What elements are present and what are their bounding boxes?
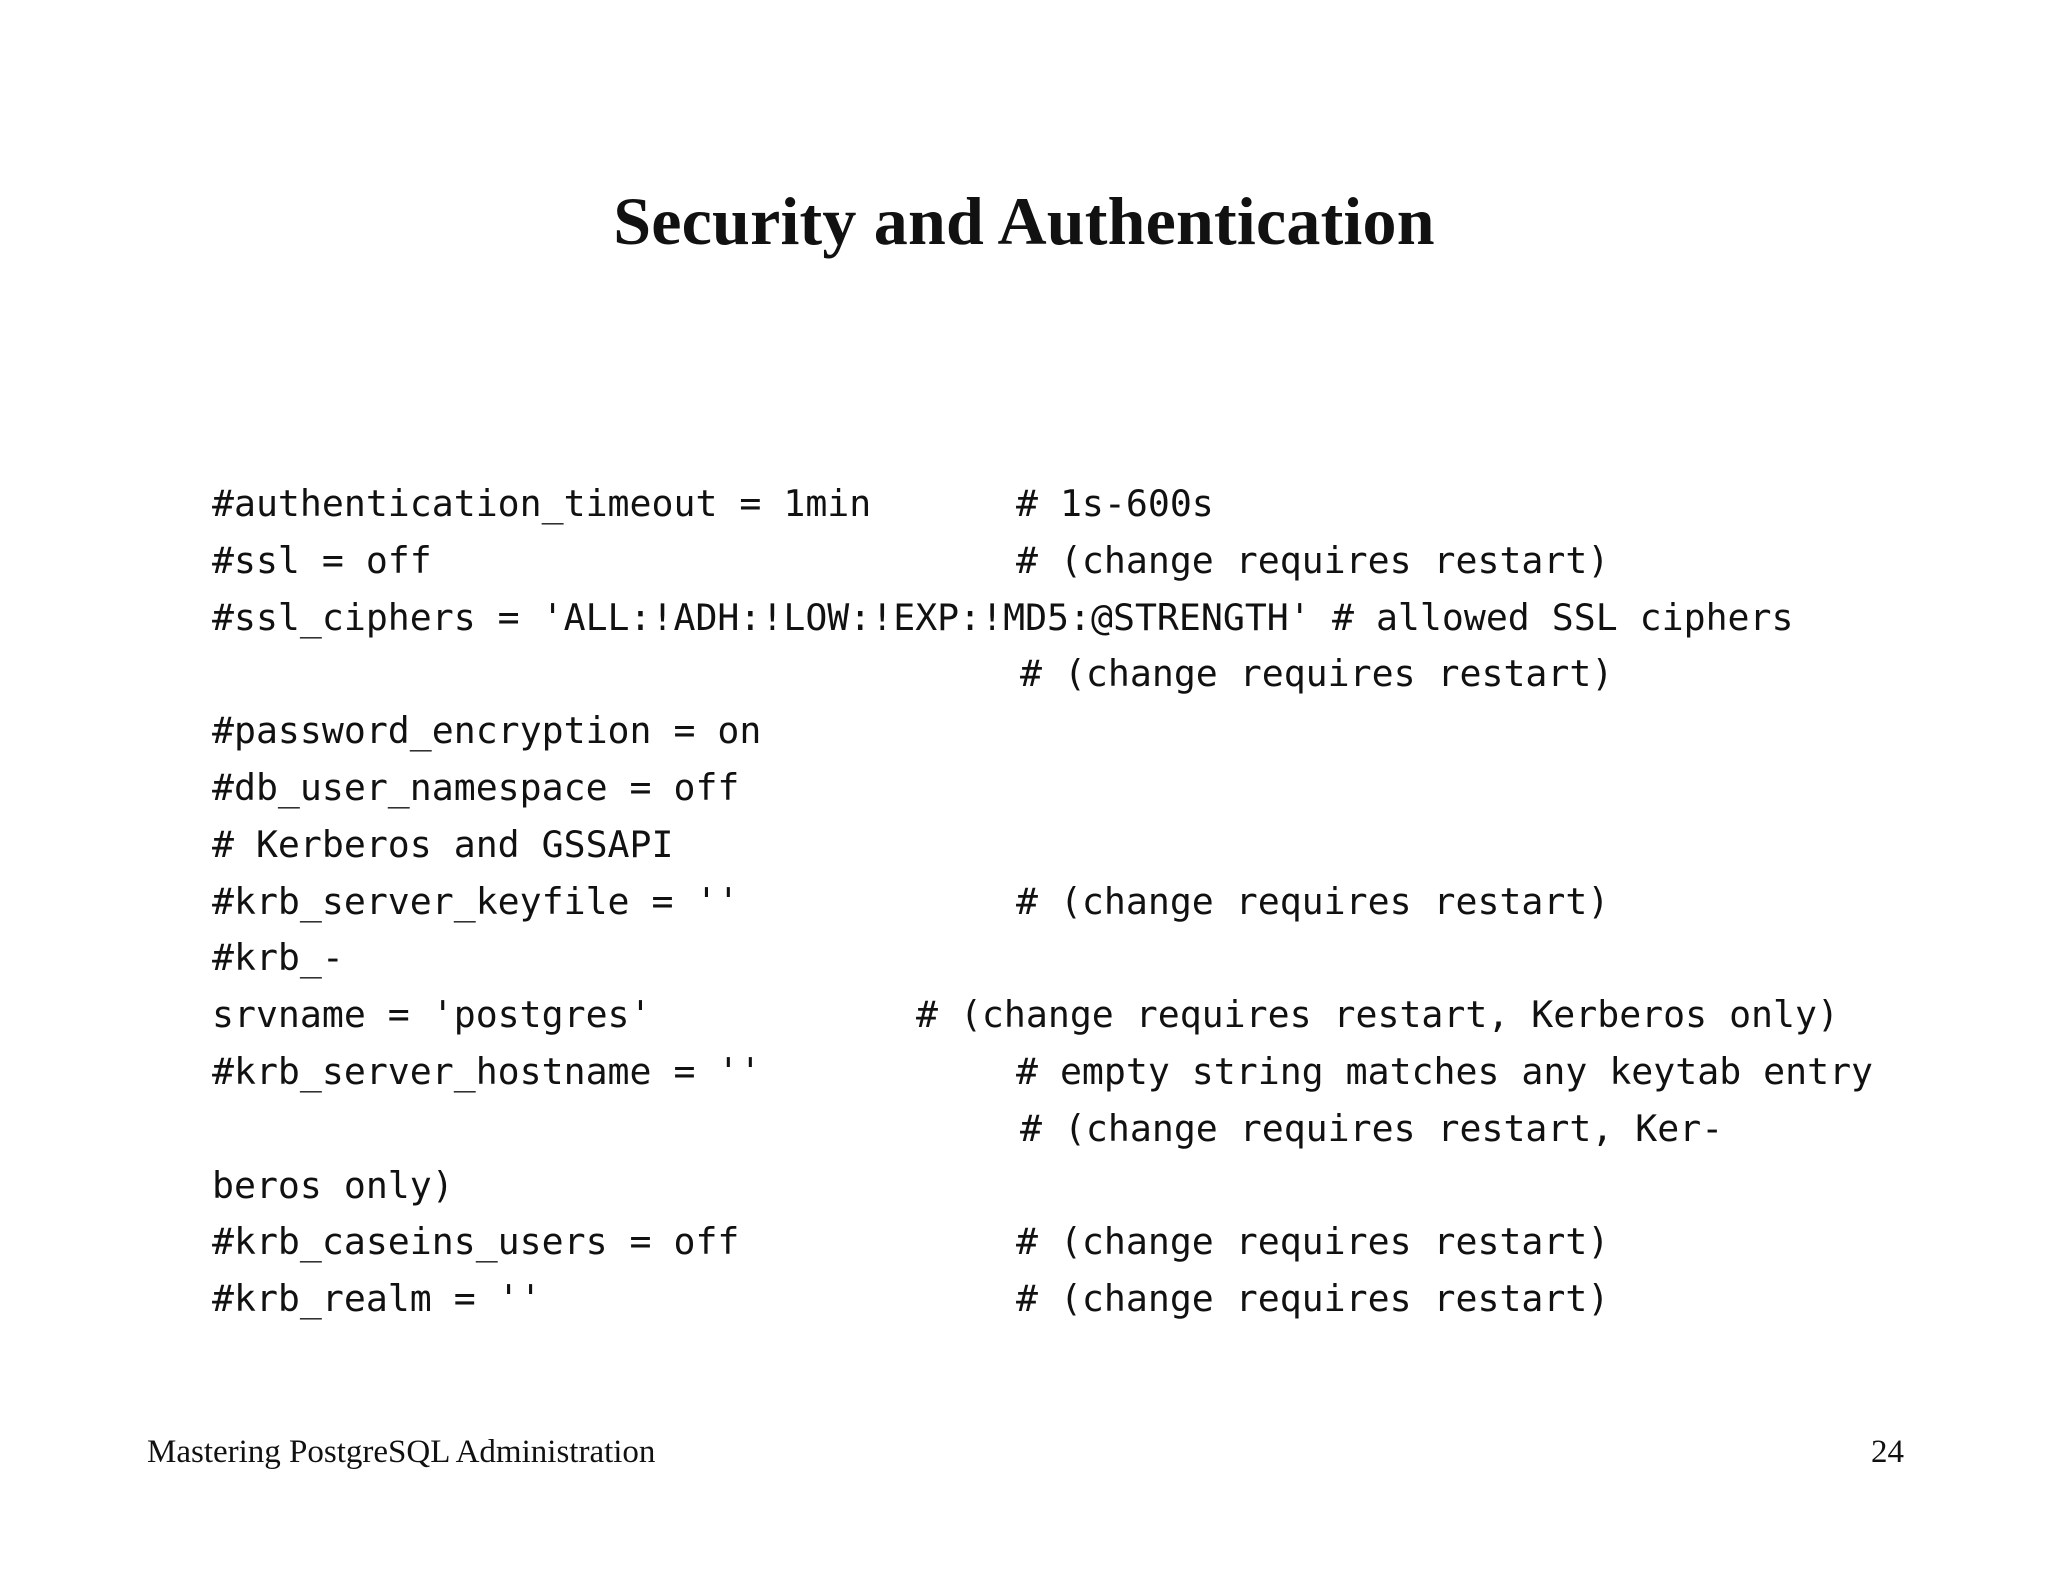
code-setting: #krb_-: [212, 936, 344, 980]
code-setting: #krb_caseins_users = off: [212, 1220, 740, 1264]
code-setting: #ssl = off: [212, 538, 432, 582]
code-comment: # (change requires restart): [1016, 879, 1610, 923]
footer-page-number: 24: [1871, 1434, 1904, 1470]
code-setting: #ssl_ciphers = 'ALL:!ADH:!LOW:!EXP:!MD5:@STRENGTH': [212, 595, 1311, 639]
code-line-kerberos-heading: [212, 817, 1852, 874]
code-comment: # 1s-600s: [1016, 482, 1214, 525]
code-line-krb-server-keyfile: [212, 874, 1852, 931]
code-line-ssl-ciphers: [212, 590, 1852, 647]
code-line-krb-caseins-users: [212, 1214, 1852, 1271]
code-line-password-encryption: [212, 703, 1852, 760]
code-line-hostname-note-wrap: [212, 1158, 1852, 1215]
code-comment: # allowed SSL ciphers: [1332, 595, 1794, 639]
code-line-db-user-namespace: [212, 760, 1852, 817]
code-comment: # (change requires restart): [1016, 1277, 1610, 1321]
code-line-authentication-timeout: [212, 476, 1852, 533]
code-line-krb-realm: [212, 1271, 1852, 1328]
slide-title: Security and Authentication: [613, 183, 1435, 259]
code-setting: #krb_realm = '': [212, 1277, 542, 1321]
code-setting: #krb_server_hostname = '': [212, 1049, 762, 1093]
config-code-block: [212, 476, 1874, 1328]
code-comment: # (change requires restart): [1020, 652, 1614, 696]
code-line-ssl: [212, 533, 1852, 590]
code-comment: # (change requires restart, Ker-: [1020, 1106, 1724, 1150]
code-comment: # empty string matches any keytab entry: [1016, 1049, 1874, 1093]
code-line-krb-server-hostname: [212, 1044, 1874, 1101]
code-comment: # (change requires restart): [1016, 1220, 1610, 1264]
code-setting: # Kerberos and GSSAPI: [212, 822, 674, 866]
code-setting: beros only): [212, 1163, 454, 1207]
code-comment: # (change requires restart): [1016, 538, 1610, 582]
code-line-krb-prefix: [212, 930, 1852, 987]
code-setting: srvname = 'postgres': [212, 993, 652, 1037]
code-line-hostname-note: [212, 1101, 1852, 1158]
code-setting: #authentication_timeout = 1min: [212, 482, 872, 525]
code-line-srvname: [212, 987, 1852, 1044]
code-setting: #db_user_namespace = off: [212, 765, 740, 809]
code-setting: #password_encryption = on: [212, 709, 762, 753]
code-comment: # (change requires restart, Kerberos only): [916, 993, 1839, 1037]
code-line-ssl-ciphers-note: [212, 646, 1852, 703]
code-setting: #krb_server_keyfile = '': [212, 879, 740, 923]
footer-book-title: Mastering PostgreSQL Administration: [147, 1434, 656, 1470]
